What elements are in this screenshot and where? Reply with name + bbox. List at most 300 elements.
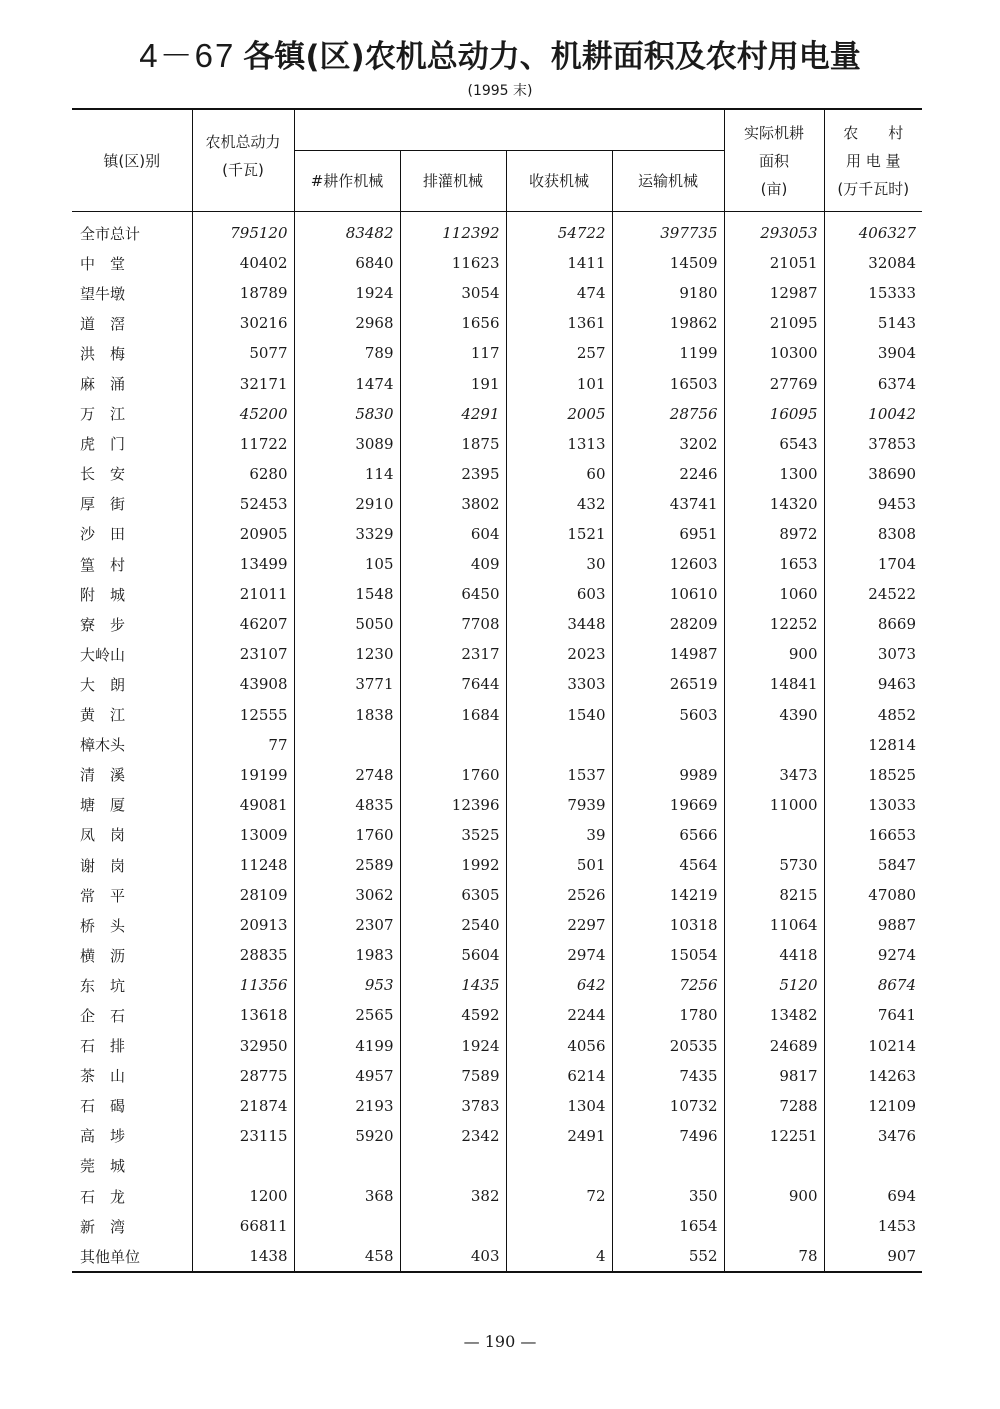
cell-area: 11000: [724, 790, 824, 820]
cell-irrigation: 7644: [400, 669, 506, 699]
cell-area: 5730: [724, 850, 824, 880]
cell-irrigation: 117: [400, 338, 506, 368]
cell-harvest: 72: [506, 1181, 612, 1211]
cell-power: 66811: [192, 1211, 294, 1241]
cell-tillage: 1474: [294, 368, 400, 398]
cell-power: 1438: [192, 1241, 294, 1272]
cell-area: 4390: [724, 700, 824, 730]
cell-town: 篁 村: [72, 549, 192, 579]
cell-power: 28775: [192, 1061, 294, 1091]
cell-power: 52453: [192, 489, 294, 519]
cell-power: 11248: [192, 850, 294, 880]
cell-transport: 1654: [612, 1211, 724, 1241]
cell-area: 1653: [724, 549, 824, 579]
cell-tillage: 789: [294, 338, 400, 368]
cell-area: 3473: [724, 760, 824, 790]
cell-irrigation: 1924: [400, 1031, 506, 1061]
cell-town: 企 石: [72, 1000, 192, 1030]
cell-town: 厚 街: [72, 489, 192, 519]
cell-harvest: 1540: [506, 700, 612, 730]
cell-power: 40402: [192, 248, 294, 278]
cell-power: 43908: [192, 669, 294, 699]
cell-irrigation: 6450: [400, 579, 506, 609]
cell-harvest: 501: [506, 850, 612, 880]
header-total-power-line1: 农机总动力: [205, 133, 281, 151]
cell-transport: 15054: [612, 940, 724, 970]
cell-transport: 5603: [612, 700, 724, 730]
cell-transport: 397735: [612, 212, 724, 249]
table-row: [72, 970, 922, 1000]
cell-elec: 7641: [877, 1006, 916, 1025]
cell-harvest: 2526: [506, 880, 612, 910]
table-row: [72, 1241, 922, 1272]
cell-irrigation: 3054: [400, 278, 506, 308]
table-row: [72, 489, 922, 519]
header-total-power: [192, 109, 294, 212]
cell-power: 5077: [192, 338, 294, 368]
cell-irrigation: 4291: [400, 399, 506, 429]
cell-tillage: 6840: [294, 248, 400, 278]
table-row: [72, 609, 922, 639]
header-elec-line1: 农 村: [843, 123, 904, 142]
cell-tillage: 3062: [294, 880, 400, 910]
cell-harvest: 54722: [506, 212, 612, 249]
table-row: [72, 880, 922, 910]
cell-town: 大岭山: [72, 639, 192, 669]
cell-irrigation: [400, 1151, 506, 1181]
cell-transport: 14987: [612, 639, 724, 669]
cell-transport: 20535: [612, 1031, 724, 1061]
cell-town: 樟木头: [72, 730, 192, 760]
cell-area: [724, 1211, 824, 1241]
cell-tillage: 953: [294, 970, 400, 1000]
cell-irrigation: 11623: [400, 248, 506, 278]
cell-transport: 16503: [612, 368, 724, 398]
cell-town: 大 朗: [72, 669, 192, 699]
cell-transport: 7496: [612, 1121, 724, 1151]
header-area-line1: 实际机耕: [743, 123, 804, 142]
cell-area: 12251: [724, 1121, 824, 1151]
cell-elec: 1704: [877, 555, 916, 574]
table-row: [72, 338, 922, 368]
table-row: [72, 1151, 922, 1181]
cell-elec: 6374: [877, 374, 916, 393]
cell-elec: 8669: [877, 615, 916, 634]
cell-harvest: 432: [506, 489, 612, 519]
cell-transport: 7435: [612, 1061, 724, 1091]
cell-town: 沙 田: [72, 519, 192, 549]
cell-elec: 406327: [858, 224, 916, 243]
header-irrigation: 排灌机械: [400, 151, 506, 212]
cell-transport: 1199: [612, 338, 724, 368]
cell-transport: 3202: [612, 429, 724, 459]
cell-area: 11064: [724, 910, 824, 940]
cell-town: 黄 江: [72, 700, 192, 730]
data-table: [72, 108, 922, 1273]
cell-transport: 1780: [612, 1000, 724, 1030]
cell-tillage: 5050: [294, 609, 400, 639]
cell-irrigation: 1992: [400, 850, 506, 880]
cell-irrigation: 6305: [400, 880, 506, 910]
cell-town: 长 安: [72, 459, 192, 489]
cell-irrigation: 2342: [400, 1121, 506, 1151]
cell-transport: 4564: [612, 850, 724, 880]
cell-elec: 24522: [868, 585, 916, 604]
cell-area: 13482: [724, 1000, 824, 1030]
cell-irrigation: 2540: [400, 910, 506, 940]
cell-irrigation: 409: [400, 549, 506, 579]
cell-elec: 13033: [868, 795, 916, 814]
cell-power: 77: [192, 730, 294, 760]
cell-area: 8215: [724, 880, 824, 910]
cell-tillage: 2307: [294, 910, 400, 940]
cell-elec: 8674: [877, 976, 916, 995]
cell-tillage: 3329: [294, 519, 400, 549]
cell-elec: 5143: [877, 314, 916, 333]
table-row: [72, 459, 922, 489]
cell-area: [724, 730, 824, 760]
cell-town: 桥 头: [72, 910, 192, 940]
cell-area: 21095: [724, 308, 824, 338]
cell-irrigation: 2317: [400, 639, 506, 669]
cell-elec: 12814: [868, 735, 916, 754]
table-body: [72, 212, 922, 1273]
cell-elec: 907: [824, 1241, 922, 1272]
cell-harvest: 6214: [506, 1061, 612, 1091]
cell-tillage: [294, 1151, 400, 1181]
table-row: [72, 669, 922, 699]
cell-elec: 3073: [877, 645, 916, 664]
cell-elec: 3476: [877, 1126, 916, 1145]
cell-harvest: 2023: [506, 639, 612, 669]
cell-irrigation: 382: [400, 1181, 506, 1211]
cell-power: 18789: [192, 278, 294, 308]
cell-town: 寮 步: [72, 609, 192, 639]
cell-harvest: 2297: [506, 910, 612, 940]
cell-power: 13499: [192, 549, 294, 579]
cell-transport: 19669: [612, 790, 724, 820]
cell-power: 32950: [192, 1031, 294, 1061]
cell-harvest: 603: [506, 579, 612, 609]
cell-area: 900: [724, 639, 824, 669]
cell-transport: 12603: [612, 549, 724, 579]
cell-harvest: 1304: [506, 1091, 612, 1121]
cell-tillage: 1838: [294, 700, 400, 730]
cell-town: 常 平: [72, 880, 192, 910]
cell-irrigation: 7589: [400, 1061, 506, 1091]
table-row: [72, 399, 922, 429]
cell-area: 293053: [724, 212, 824, 249]
cell-power: 46207: [192, 609, 294, 639]
table-row: [72, 1061, 922, 1091]
cell-elec: 37853: [868, 434, 916, 453]
cell-tillage: 368: [294, 1181, 400, 1211]
cell-harvest: 4056: [506, 1031, 612, 1061]
cell-elec: 3904: [877, 344, 916, 363]
cell-irrigation: 1656: [400, 308, 506, 338]
cell-harvest: 101: [506, 368, 612, 398]
header-area-line3: (亩): [760, 179, 788, 198]
cell-area: 6543: [724, 429, 824, 459]
header-power-breakdown-blank: [294, 109, 724, 151]
cell-irrigation: [400, 730, 506, 760]
cell-transport: 6566: [612, 820, 724, 850]
cell-area: 1060: [724, 579, 824, 609]
cell-area: 78: [724, 1241, 824, 1272]
cell-town: 莞 城: [72, 1151, 192, 1181]
cell-elec: 1453: [877, 1217, 916, 1236]
cell-area: 21051: [724, 248, 824, 278]
header-tilled-area: [724, 109, 824, 212]
cell-power: 13618: [192, 1000, 294, 1030]
cell-area: 900: [724, 1181, 824, 1211]
table-row: [72, 850, 922, 880]
cell-harvest: 474: [506, 278, 612, 308]
cell-harvest: [506, 1151, 612, 1181]
cell-transport: 14219: [612, 880, 724, 910]
cell-tillage: 3089: [294, 429, 400, 459]
cell-tillage: 1548: [294, 579, 400, 609]
cell-irrigation: [400, 1211, 506, 1241]
cell-transport: 552: [612, 1241, 724, 1272]
cell-elec: 9887: [877, 916, 916, 935]
cell-harvest: 4: [506, 1241, 612, 1272]
header-elec-line3: (万千瓦时): [837, 179, 910, 198]
cell-area: [724, 820, 824, 850]
cell-irrigation: 112392: [400, 212, 506, 249]
cell-area: 16095: [724, 399, 824, 429]
cell-harvest: 1411: [506, 248, 612, 278]
header-elec-line2: 用 电 量: [845, 151, 901, 170]
cell-harvest: 2491: [506, 1121, 612, 1151]
cell-tillage: 1230: [294, 639, 400, 669]
cell-harvest: 3303: [506, 669, 612, 699]
cell-harvest: 1361: [506, 308, 612, 338]
table-row: [72, 308, 922, 338]
table-title: [0, 30, 1000, 77]
cell-tillage: 83482: [294, 212, 400, 249]
cell-harvest: 1313: [506, 429, 612, 459]
cell-tillage: 2968: [294, 308, 400, 338]
cell-town: 洪 梅: [72, 338, 192, 368]
cell-town: 全市总计: [72, 212, 192, 249]
cell-power: 21011: [192, 579, 294, 609]
header-area-line2: 面积: [758, 151, 789, 170]
cell-town: 东 坑: [72, 970, 192, 1000]
cell-town: 横 沥: [72, 940, 192, 970]
cell-irrigation: 403: [400, 1241, 506, 1272]
cell-irrigation: 4592: [400, 1000, 506, 1030]
cell-irrigation: 12396: [400, 790, 506, 820]
cell-town: 清 溪: [72, 760, 192, 790]
cell-tillage: 2565: [294, 1000, 400, 1030]
table-row: [72, 549, 922, 579]
cell-area: 27769: [724, 368, 824, 398]
table-row: [72, 1031, 922, 1061]
cell-elec: 12109: [868, 1096, 916, 1115]
cell-town: 茶 山: [72, 1061, 192, 1091]
cell-harvest: 2244: [506, 1000, 612, 1030]
cell-power: 12555: [192, 700, 294, 730]
cell-town: 中 堂: [72, 248, 192, 278]
cell-harvest: 1537: [506, 760, 612, 790]
cell-power: 795120: [192, 212, 294, 249]
cell-transport: 26519: [612, 669, 724, 699]
table-row: [72, 730, 922, 760]
table-header: [72, 109, 922, 212]
cell-power: 49081: [192, 790, 294, 820]
cell-power: 13009: [192, 820, 294, 850]
cell-elec: 8308: [877, 524, 916, 543]
cell-tillage: [294, 730, 400, 760]
cell-transport: 28756: [612, 399, 724, 429]
cell-elec: 694: [887, 1187, 916, 1206]
cell-transport: 9989: [612, 760, 724, 790]
cell-tillage: 4199: [294, 1031, 400, 1061]
cell-elec: 32084: [868, 254, 916, 273]
cell-elec: 18525: [868, 765, 916, 784]
cell-transport: 7256: [612, 970, 724, 1000]
cell-harvest: [506, 1211, 612, 1241]
table-row: [72, 940, 922, 970]
cell-area: [724, 1151, 824, 1181]
cell-elec: 16653: [868, 825, 916, 844]
cell-power: [192, 1151, 294, 1181]
cell-transport: 28209: [612, 609, 724, 639]
table-row: [72, 910, 922, 940]
cell-area: 14841: [724, 669, 824, 699]
cell-transport: 43741: [612, 489, 724, 519]
cell-irrigation: 1875: [400, 429, 506, 459]
table-row: [72, 1181, 922, 1211]
table-row: [72, 212, 922, 249]
cell-transport: 2246: [612, 459, 724, 489]
header-transport: 运输机械: [612, 151, 724, 212]
cell-irrigation: 191: [400, 368, 506, 398]
table-row: [72, 790, 922, 820]
cell-irrigation: 1435: [400, 970, 506, 1000]
cell-tillage: 4957: [294, 1061, 400, 1091]
table-row: [72, 639, 922, 669]
table-number: 4－67: [139, 37, 236, 74]
header-harvest: 收获机械: [506, 151, 612, 212]
cell-tillage: 1760: [294, 820, 400, 850]
cell-power: 11356: [192, 970, 294, 1000]
cell-elec: 9274: [877, 946, 916, 965]
cell-irrigation: 1684: [400, 700, 506, 730]
cell-area: 1300: [724, 459, 824, 489]
cell-tillage: 3771: [294, 669, 400, 699]
cell-elec: 47080: [868, 886, 916, 905]
cell-power: 28835: [192, 940, 294, 970]
table-row: [72, 579, 922, 609]
cell-harvest: 2005: [506, 399, 612, 429]
cell-tillage: 4835: [294, 790, 400, 820]
table-row: [72, 248, 922, 278]
cell-irrigation: 3802: [400, 489, 506, 519]
cell-town: 万 江: [72, 399, 192, 429]
cell-harvest: [506, 730, 612, 760]
cell-town: 附 城: [72, 579, 192, 609]
cell-transport: 10610: [612, 579, 724, 609]
cell-harvest: 39: [506, 820, 612, 850]
cell-power: 20905: [192, 519, 294, 549]
cell-tillage: 458: [294, 1241, 400, 1272]
cell-tillage: 1924: [294, 278, 400, 308]
table-row: [72, 429, 922, 459]
cell-transport: 6951: [612, 519, 724, 549]
cell-power: 19199: [192, 760, 294, 790]
table-row: [72, 519, 922, 549]
cell-town: 高 埗: [72, 1121, 192, 1151]
cell-area: 8972: [724, 519, 824, 549]
cell-town: 虎 门: [72, 429, 192, 459]
cell-transport: 9180: [612, 278, 724, 308]
cell-tillage: 2910: [294, 489, 400, 519]
cell-elec: 9453: [877, 494, 916, 513]
cell-town: 塘 厦: [72, 790, 192, 820]
cell-harvest: 642: [506, 970, 612, 1000]
cell-tillage: [294, 1211, 400, 1241]
cell-area: 24689: [724, 1031, 824, 1061]
header-total-power-line2: (千瓦): [222, 161, 264, 179]
cell-tillage: 105: [294, 549, 400, 579]
cell-harvest: 7939: [506, 790, 612, 820]
cell-tillage: 2748: [294, 760, 400, 790]
header-town: 镇(区)别: [72, 109, 192, 212]
cell-power: 32171: [192, 368, 294, 398]
cell-tillage: 5830: [294, 399, 400, 429]
cell-elec: 4852: [877, 705, 916, 724]
cell-town: 凤 岗: [72, 820, 192, 850]
cell-elec: 10042: [868, 404, 916, 423]
cell-town: 麻 涌: [72, 368, 192, 398]
cell-town: 新 湾: [72, 1211, 192, 1241]
cell-irrigation: 2395: [400, 459, 506, 489]
page-number: — 190 —: [463, 1332, 537, 1351]
cell-elec: 38690: [868, 464, 916, 483]
cell-tillage: 2589: [294, 850, 400, 880]
table-row: [72, 1091, 922, 1121]
cell-power: 1200: [192, 1181, 294, 1211]
cell-area: 7288: [724, 1091, 824, 1121]
cell-irrigation: 5604: [400, 940, 506, 970]
cell-power: 21874: [192, 1091, 294, 1121]
cell-power: 28109: [192, 880, 294, 910]
cell-harvest: 3448: [506, 609, 612, 639]
cell-area: 12987: [724, 278, 824, 308]
cell-power: 20913: [192, 910, 294, 940]
cell-transport: 19862: [612, 308, 724, 338]
header-electricity: [824, 109, 922, 212]
cell-harvest: 1521: [506, 519, 612, 549]
table-row: [72, 368, 922, 398]
cell-area: 12252: [724, 609, 824, 639]
cell-harvest: 257: [506, 338, 612, 368]
table-row: [72, 1000, 922, 1030]
cell-transport: 14509: [612, 248, 724, 278]
cell-tillage: 114: [294, 459, 400, 489]
cell-power: 45200: [192, 399, 294, 429]
cell-harvest: 60: [506, 459, 612, 489]
cell-irrigation: 3525: [400, 820, 506, 850]
table-row: [72, 760, 922, 790]
cell-power: 6280: [192, 459, 294, 489]
cell-power: 11722: [192, 429, 294, 459]
table-row: [72, 1121, 922, 1151]
cell-elec: 15333: [868, 284, 916, 303]
cell-area: 10300: [724, 338, 824, 368]
